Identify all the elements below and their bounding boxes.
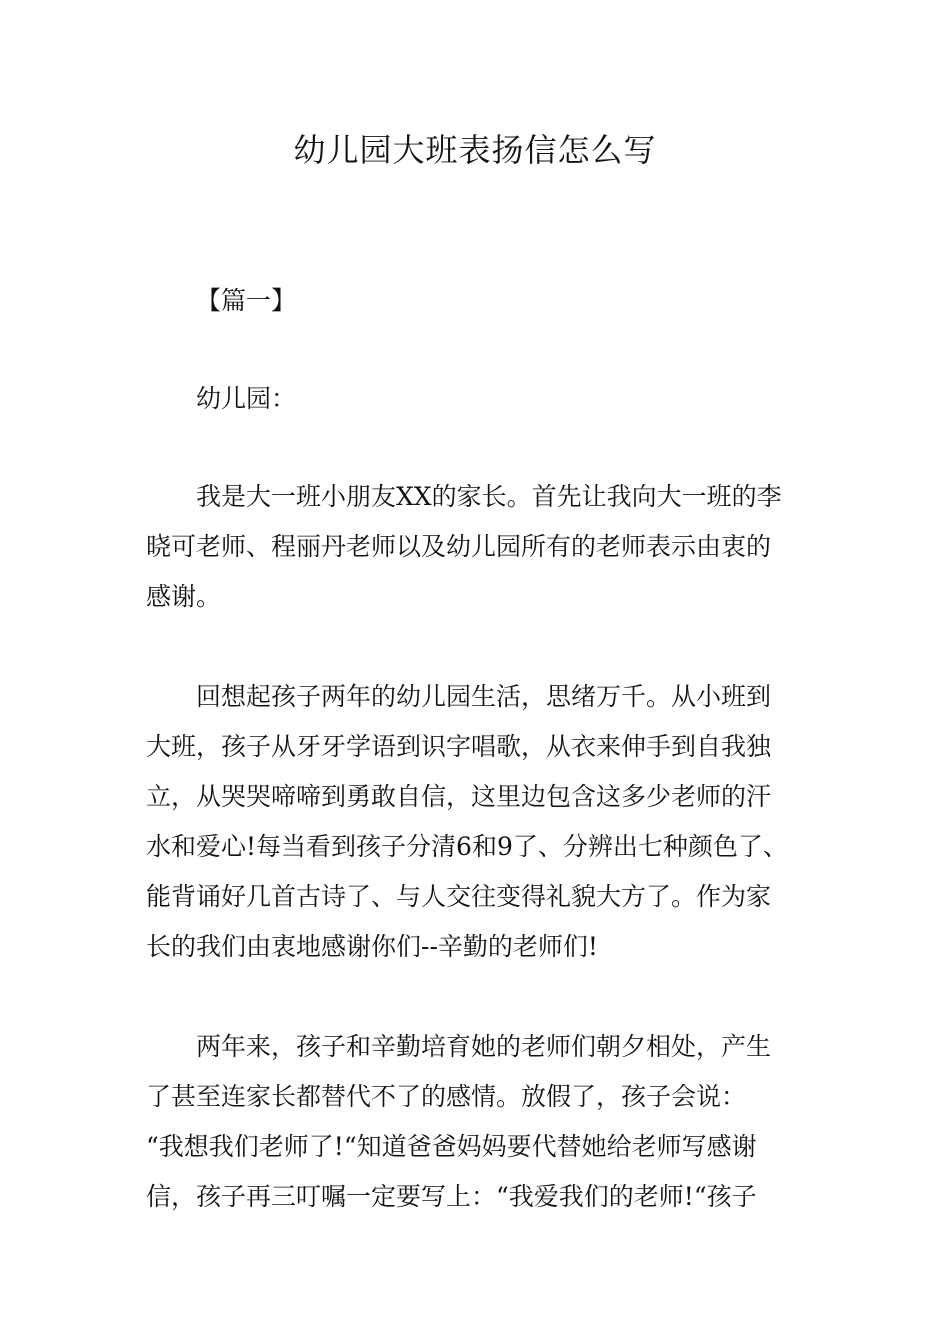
paragraph-line: 晓可老师、程丽丹老师以及幼儿园所有的老师表示由衷的 (146, 532, 772, 561)
paragraph-line: 信，孩子再三叮嘱一定要写上：“我爱我们的老师!“孩子 (146, 1182, 757, 1211)
paragraph-line: 回想起孩子两年的幼儿园生活，思绪万千。从小班到 (196, 682, 772, 711)
paragraph-line: 立，从哭哭啼啼到勇敢自信，这里边包含这多少老师的汗 (146, 782, 772, 811)
document-title: 幼儿园大班表扬信怎么写 (293, 131, 657, 169)
paragraph-line: 了甚至连家长都替代不了的感情。放假了，孩子会说： (146, 1082, 747, 1111)
paragraph-line: 长的我们由衷地感谢你们--辛勤的老师们! (146, 932, 598, 961)
paragraph-3 (146, 1030, 826, 1230)
salutation: 幼儿园： (196, 384, 297, 413)
paragraph-line: 能背诵好几首古诗了、与人交往变得礼貌大方了。作为家 (146, 882, 772, 911)
paragraph-2 (146, 680, 826, 980)
paragraph-1 (146, 480, 826, 630)
paragraph-line: “我想我们老师了!“知道爸爸妈妈要代替她给老师写感谢 (146, 1132, 757, 1161)
paragraph-line: 我是大一班小朋友XX的家长。首先让我向大一班的李 (196, 482, 782, 511)
paragraph-line: 感谢。 (146, 582, 222, 611)
section-heading: 【篇一】 (196, 286, 297, 315)
paragraph-line: 两年来，孩子和辛勤培育她的老师们朝夕相处，产生 (196, 1032, 772, 1061)
paragraph-line: 大班，孩子从牙牙学语到识字唱歌，从衣来伸手到自我独 (146, 732, 772, 761)
paragraph-line: 水和爱心!每当看到孩子分清6和9了、分辨出七种颜色了、 (146, 832, 788, 861)
